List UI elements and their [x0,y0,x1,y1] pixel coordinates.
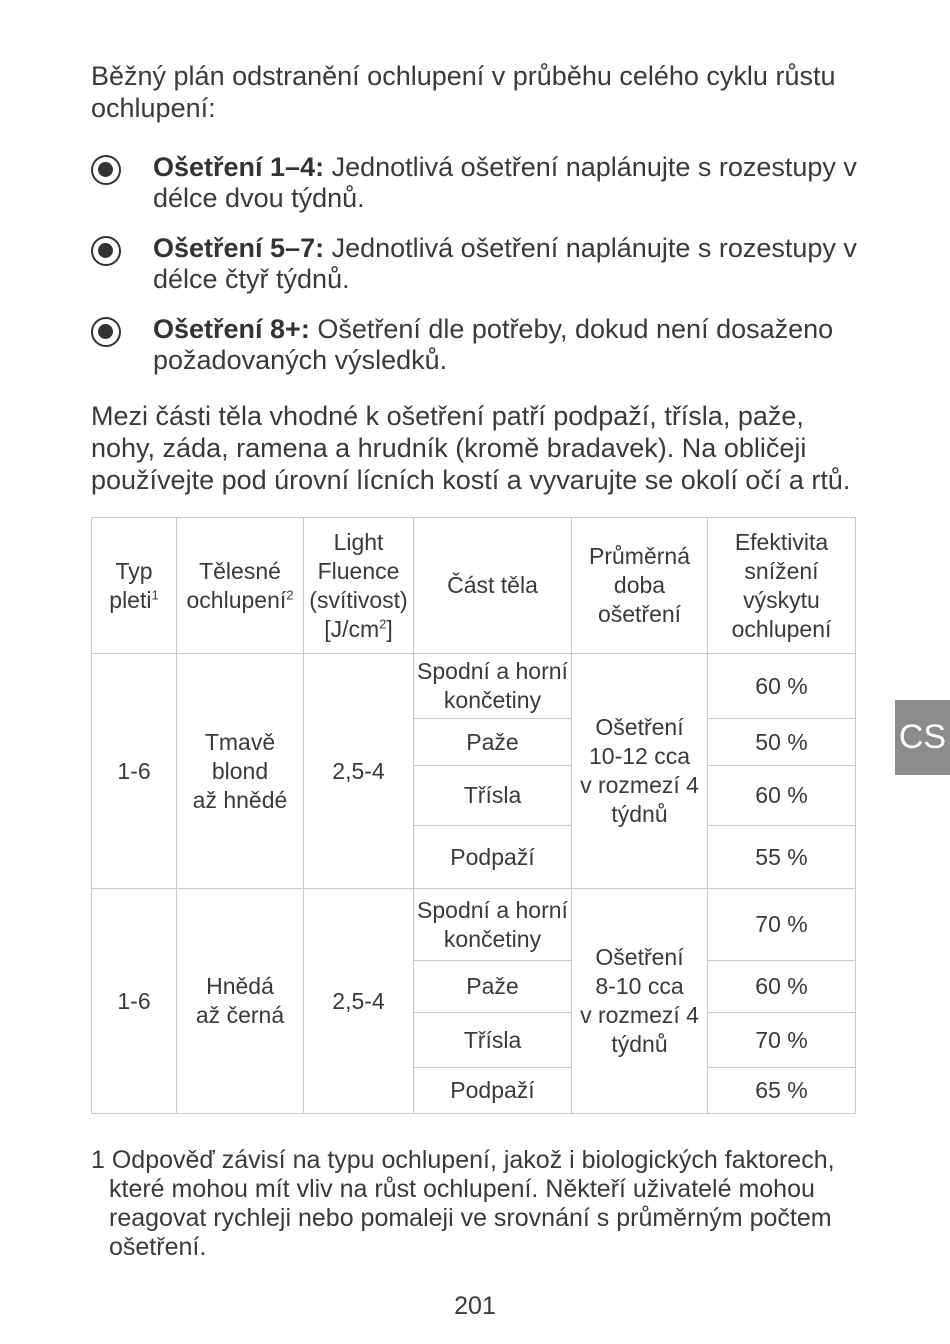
language-tab: CS [895,700,950,775]
cell-body-part: Spodní a horní končetiny [414,654,572,719]
cell-efficiency: 60 % [708,766,856,826]
cell-efficiency: 65 % [708,1068,856,1114]
table-row [92,889,856,961]
cell-efficiency: 70 % [708,889,856,961]
body-areas-paragraph: Mezi části těla vhodné k ošetření patří podpaží, třísla, paže, nohy, záda, ramena a hrudník (kromě bradavek). Na obličeji používejte pod úrovní lícních kostí a vyvarujte se okolí očí a rtů. [91,401,851,495]
table-header-row [92,518,856,654]
cell-fluence: 2,5-4 [304,654,414,889]
cell-body-part: Paže [414,719,572,766]
intro-paragraph: Běžný plán odstranění ochlupení v průběhu celého cyklu růstu ochlupení: [91,61,836,123]
cell-body-part: Třísla [414,766,572,826]
bullet-label: Ošetření 1–4: [153,152,325,182]
cell-body-part: Podpaží [414,1068,572,1114]
header-body-hair: Tělesné ochlupení$^2$ [177,518,304,654]
cell-body-part: Paže [414,961,572,1013]
cell-efficiency: 50 % [708,719,856,766]
bullet-label: Ošetření 8+: [153,314,310,344]
bullet-text: Jednotlivá ošetření naplánujte s rozestupy v délce čtyř týdnů. [153,233,857,294]
header-skin-type: Typ pleti$^1$ [92,518,177,654]
cell-fluence: 2,5-4 [304,889,414,1114]
cell-efficiency: 60 % [708,961,856,1013]
cell-efficiency: 70 % [708,1013,856,1068]
header-efficiency: Efektivita snížení výskytu ochlupení [708,518,856,654]
header-body-part: Část těla [414,518,572,654]
cell-efficiency: 55 % [708,826,856,889]
radio-bullet-icon [91,236,121,266]
list-item [91,152,871,214]
page-number: 201 [454,1292,496,1320]
radio-bullet-icon [91,317,121,347]
cell-efficiency: 60 % [708,654,856,719]
header-average-time: Průměrná doba ošetření [572,518,708,654]
cell-average-time: Ošetření 10-12 cca v rozmezí 4 týdnů [572,654,708,889]
bullet-label: Ošetření 5–7: [153,233,325,263]
cell-body-hair: Hnědá až černá [177,889,304,1114]
cell-skin-type: 1-6 [92,654,177,889]
radio-bullet-icon [91,155,121,185]
treatment-schedule-list [91,152,871,395]
cell-body-hair: Tmavě blond až hnědé [177,654,304,889]
cell-body-part: Spodní a horní končetiny [414,889,572,961]
bullet-text: Jednotlivá ošetření naplánujte s rozestupy v délce dvou týdnů. [153,152,857,213]
cell-skin-type: 1-6 [92,889,177,1114]
bullet-text: Ošetření dle potřeby, dokud není dosaženo požadovaných výsledků. [153,314,834,375]
treatment-table [91,517,856,1114]
cell-body-part: Třísla [414,1013,572,1068]
header-light-fluence: Light Fluence (svítivost) $[J/cm^2]$ [304,518,414,654]
cell-body-part: Podpaží [414,826,572,889]
list-item [91,233,871,295]
cell-average-time: Ošetření 8-10 cca v rozmezí 4 týdnů [572,889,708,1114]
footnote: 1 Odpověď závisí na typu ochlupení, jakož i biologických faktorech, které mohou mít vliv na růst ochlupení. Někteří uživatelé mohou reagovat rychleji nebo pomaleji ve srovnání s průměrným počtem ošetření. [91,1146,835,1261]
table-row [92,654,856,719]
list-item [91,314,871,376]
